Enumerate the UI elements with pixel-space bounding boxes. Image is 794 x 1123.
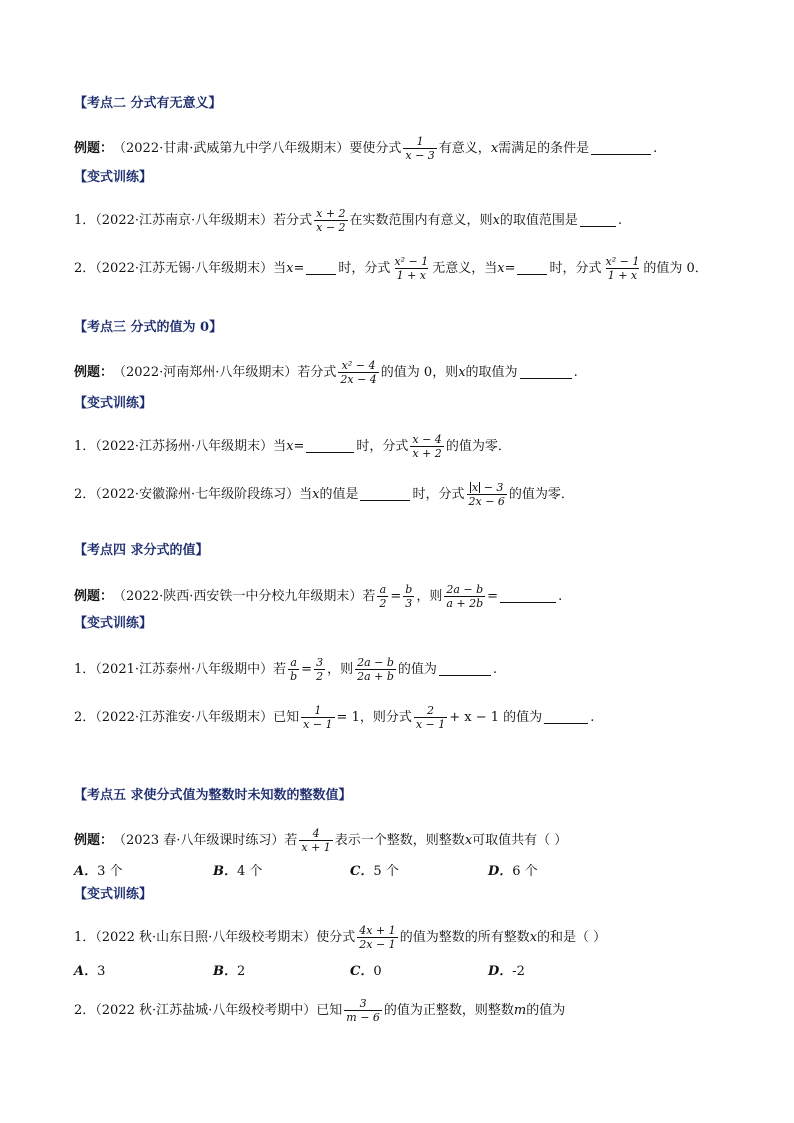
question-text: =: [487, 588, 499, 604]
variable: x: [312, 486, 320, 502]
fraction: $\frac{2a - b}{2a + b}$: [357, 656, 394, 683]
option-d[interactable]: D．-2: [488, 964, 525, 979]
section-2-title: 【考点二 分式有无意义】: [74, 96, 222, 111]
question-text: 1．（2021·江苏泰州·八年级期中）若: [74, 661, 287, 677]
question-text: 2．（2022·安徽滁州·七年级阶段练习）当: [74, 486, 313, 502]
answer-blank: [500, 590, 556, 603]
variable: x: [286, 438, 294, 454]
variable: x: [458, 364, 466, 380]
question-text: 2．（2022·江苏无锡·八年级期末）当: [74, 260, 287, 276]
s4-question-2: [74, 704, 594, 731]
option-b[interactable]: B．2: [213, 964, 246, 979]
example-label: 例题：: [74, 140, 114, 156]
variable: x: [492, 212, 500, 228]
question-text: 在实数范围内有意义，则: [349, 212, 493, 228]
s3-question-1: [74, 433, 511, 460]
option-a[interactable]: A．3: [74, 964, 106, 979]
question-text: 时，分式: [338, 260, 391, 276]
question-text: ，则: [416, 588, 443, 604]
question-text: （2022·甘肃·武威第九中学八年级期末）要使分式: [113, 140, 402, 156]
question-text: 需满足的条件是: [498, 140, 590, 156]
fraction: $\frac{\text{x² − 4}}{2x - 4}$: [340, 359, 377, 386]
variable: x: [490, 140, 499, 156]
question-text: =: [293, 260, 305, 276]
question-text: 1．（2022 秋·山东日照·八年级校考期末）使分式: [74, 929, 356, 945]
training-title: 【变式训练】: [74, 616, 153, 631]
fraction: $\frac{2a - b}{a + 2b}$: [446, 583, 484, 610]
example-label: 例题：: [74, 364, 114, 380]
question-text: =: [301, 661, 313, 677]
option-d[interactable]: D．6 个: [488, 864, 538, 879]
example-label: 例题：: [74, 588, 114, 604]
question-text: （2023 春·八年级课时练习）若: [113, 832, 298, 848]
question-text: 的值为正整数，则整数: [383, 1002, 514, 1018]
question-text: 1．（2022·江苏南京·八年级期末）若分式: [74, 212, 313, 228]
answer-blank: [306, 262, 336, 275]
question-text: 的值为 0．: [643, 260, 708, 276]
fraction: $\frac{x - 3}{2x - 6}$: [468, 481, 505, 508]
s5-question-1: [74, 924, 606, 951]
question-text: ，则: [327, 661, 354, 677]
s5-example: [74, 827, 567, 854]
section-5-title: 【考点五 求使分式值为整数时未知数的整数值】: [74, 788, 352, 803]
fraction: $\frac{\text{x² − 1}}{1 + x}$: [394, 255, 429, 282]
punctuation: .: [653, 140, 658, 156]
training-title: 【变式训练】: [74, 170, 153, 185]
question-text: 的值为整数的所有整数: [399, 929, 530, 945]
question-text: 2．（2022 秋·江苏盐城·八年级校考期中）已知: [74, 1002, 343, 1018]
fraction: $\frac{x + 2}{x - 2}$: [316, 207, 346, 234]
training-title: 【变式训练】: [74, 887, 153, 902]
fraction: $\frac{x - 4}{x + 2}$: [412, 433, 442, 460]
fraction: $\frac{\text{x² − 1}}{1 + x}$: [605, 255, 640, 282]
punctuation: .: [492, 661, 498, 677]
answer-blank: [520, 366, 572, 379]
question-text: 可取值共有（ ）: [472, 832, 568, 848]
question-text: = 1，则分式: [336, 709, 412, 725]
answer-blank: [580, 214, 616, 227]
answer-blank: [591, 142, 651, 155]
s2-question-2: [74, 255, 708, 282]
answer-blank: [544, 711, 588, 724]
question-text: 的值为零．: [508, 486, 574, 502]
fraction: $\frac{1}{x - 3}$: [405, 135, 435, 162]
question-text: 的取值为: [465, 364, 518, 380]
s3-question-2: [74, 481, 574, 508]
answer-blank: [360, 488, 410, 501]
fraction: $\frac{a}{2}$: [379, 583, 387, 610]
punctuation: .: [590, 709, 595, 725]
variable: x: [497, 260, 505, 276]
s5-question-2: [74, 997, 565, 1024]
fraction: $\frac{2}{x - 1}$: [415, 704, 446, 731]
question-text: 无意义，当: [432, 260, 498, 276]
question-text: =: [293, 438, 305, 454]
answer-blank: [439, 663, 491, 676]
training-title: 【变式训练】: [74, 396, 153, 411]
variable: x: [464, 832, 473, 848]
punctuation: .: [617, 212, 623, 228]
question-text: 时，分式: [356, 438, 409, 454]
fraction: $\frac{b}{3}$: [405, 583, 413, 610]
question-text: 的值为: [397, 661, 437, 677]
question-text: 时，分式: [412, 486, 465, 502]
question-text: 的值为零．: [445, 438, 511, 454]
fraction: $\frac{1}{x - 1}$: [303, 704, 333, 731]
question-text: 的取值范围是: [499, 212, 578, 228]
punctuation: .: [573, 364, 578, 380]
answer-blank: [517, 262, 547, 275]
option-c[interactable]: C．5 个: [350, 864, 399, 879]
option-a[interactable]: A．3 个: [74, 864, 123, 879]
question-text: =: [504, 260, 516, 276]
question-text: 有意义，: [438, 140, 491, 156]
variable: x: [529, 929, 538, 945]
s4-example: [74, 583, 562, 610]
example-label: 例题：: [74, 832, 114, 848]
punctuation: .: [558, 588, 563, 604]
question-text: 的值是: [319, 486, 359, 502]
fraction: $\frac{4}{x + 1}$: [301, 827, 331, 854]
question-text: （2022·陕西·西安铁一中分校九年级期末）若: [113, 588, 376, 604]
s4-question-1: [74, 656, 497, 683]
s2-question-1: [74, 207, 622, 234]
variable: m: [513, 1002, 527, 1018]
fraction: $\frac{3}{2}$: [316, 656, 324, 683]
s3-example: [74, 359, 578, 386]
question-text: 时，分式: [549, 260, 602, 276]
question-text: 表示一个整数，则整数: [334, 832, 465, 848]
variable: x: [286, 260, 294, 276]
answer-blank: [306, 440, 354, 453]
section-4-title: 【考点四 求分式的值】: [74, 543, 209, 558]
question-text: （2022·河南郑州·八年级期末）若分式: [113, 364, 337, 380]
fraction: $\frac{4x + 1}{2x - 1}$: [359, 924, 396, 951]
question-text: 的值为: [526, 1002, 566, 1018]
question-text: 的值为 0，则: [380, 364, 459, 380]
fraction: $\frac{3}{m - 6}$: [346, 997, 380, 1024]
question-text: 2．（2022·江苏淮安·八年级期末）已知: [74, 709, 300, 725]
question-text: =: [390, 588, 402, 604]
option-c[interactable]: C．0: [350, 964, 382, 979]
section-3-title: 【考点三 分式的值为 0】: [74, 320, 223, 335]
s2-example: [74, 135, 657, 162]
question-text: 的和是（ ）: [537, 929, 607, 945]
option-b[interactable]: B．4 个: [213, 864, 263, 879]
question-text: 1．（2022·江苏扬州·八年级期末）当: [74, 438, 287, 454]
fraction: $\frac{a}{b}$: [290, 656, 298, 683]
question-text: + x − 1 的值为: [449, 709, 543, 725]
